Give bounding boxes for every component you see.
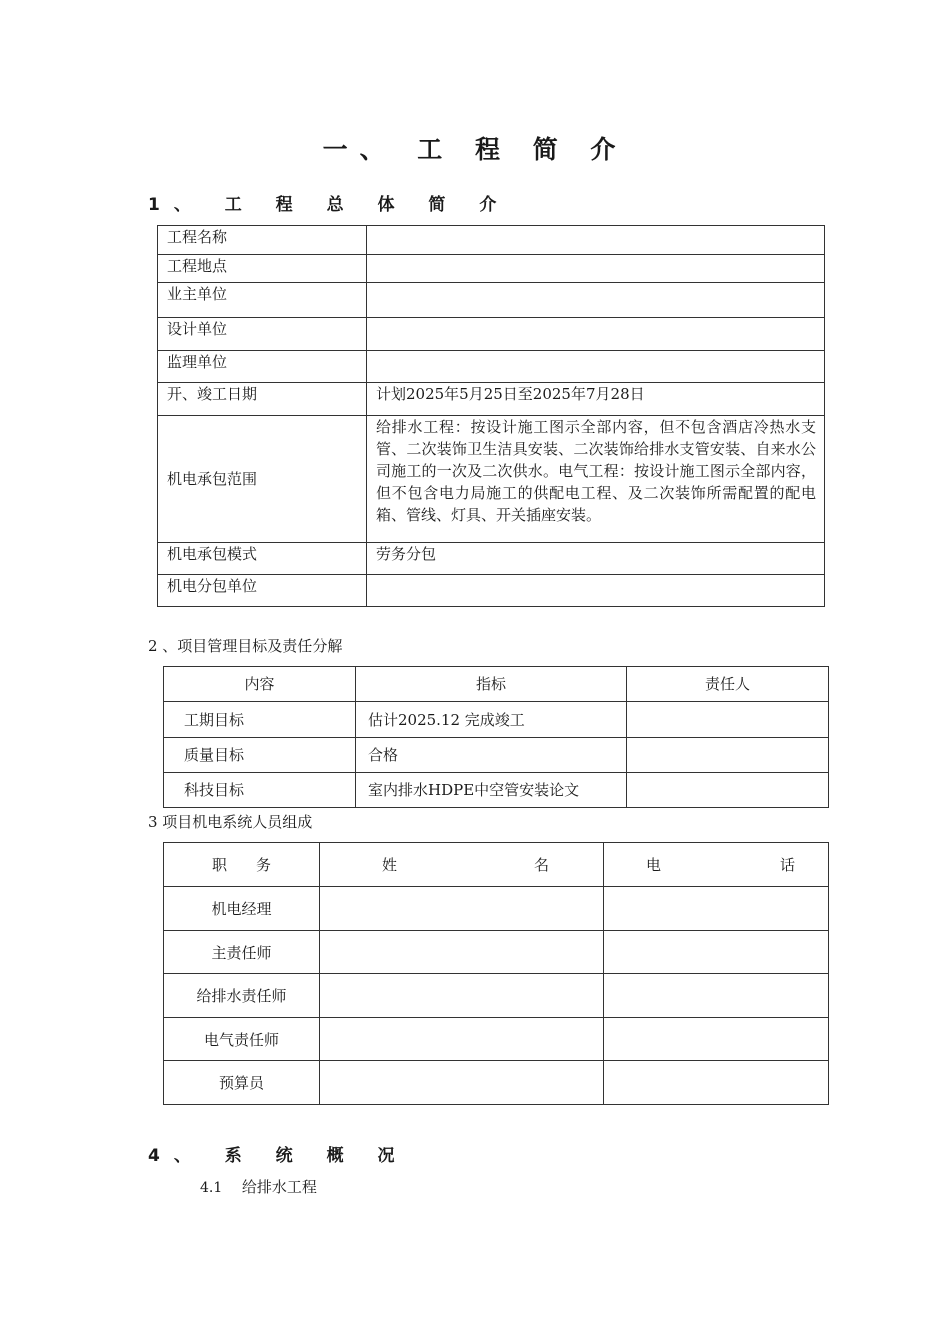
goal-owner xyxy=(627,702,829,738)
goal-content: 工期目标 xyxy=(164,702,356,738)
owner-unit-value xyxy=(367,283,825,318)
project-name-value xyxy=(367,226,825,255)
section1-heading: 1、 工 程 总 体 简 介 xyxy=(148,195,511,215)
management-goals-table xyxy=(163,666,829,808)
staff-table xyxy=(163,842,829,1105)
table-row xyxy=(164,738,829,773)
table-row xyxy=(164,702,829,738)
header-name-char: 名 xyxy=(533,856,549,874)
owner-unit-label: 业主单位 xyxy=(158,283,367,318)
table-row xyxy=(164,773,829,808)
table-row xyxy=(164,1018,829,1061)
goal-target: 估计2025.12 完成竣工 xyxy=(356,702,627,738)
table-row xyxy=(158,383,825,416)
goal-content: 科技目标 xyxy=(164,773,356,808)
header-phone xyxy=(604,843,829,887)
staff-name xyxy=(320,1061,604,1105)
staff-phone xyxy=(604,1018,829,1061)
staff-name xyxy=(320,887,604,931)
design-unit-value xyxy=(367,318,825,351)
header-name-char: 姓 xyxy=(382,856,398,874)
table-row xyxy=(158,255,825,283)
table-row xyxy=(158,543,825,575)
supervision-unit-value xyxy=(367,351,825,383)
design-unit-label: 设计单位 xyxy=(158,318,367,351)
table-row xyxy=(158,575,825,607)
header-role xyxy=(164,843,320,887)
staff-name xyxy=(320,1018,604,1061)
table-row xyxy=(164,887,829,931)
section4-heading: 4、 系 统 概 况 xyxy=(148,1146,409,1166)
staff-role: 主责任师 xyxy=(164,931,320,974)
contract-mode-label: 机电承包模式 xyxy=(158,543,367,575)
goal-owner xyxy=(627,773,829,808)
staff-phone xyxy=(604,1061,829,1105)
project-location-label: 工程地点 xyxy=(158,255,367,283)
contract-mode-value: 劳务分包 xyxy=(367,543,825,575)
section3-heading: 3 项目机电系统人员组成 xyxy=(148,813,313,831)
contract-scope-label: 机电承包范围 xyxy=(158,416,367,543)
header-role-char: 务 xyxy=(255,856,271,874)
staff-phone xyxy=(604,974,829,1018)
table-row xyxy=(158,416,825,543)
staff-role: 预算员 xyxy=(164,1061,320,1105)
staff-name xyxy=(320,931,604,974)
schedule-label: 开、竣工日期 xyxy=(158,383,367,416)
table-row xyxy=(158,318,825,351)
staff-role: 给排水责任师 xyxy=(164,974,320,1018)
table-row xyxy=(158,226,825,255)
subcontractor-label: 机电分包单位 xyxy=(158,575,367,607)
goal-content: 质量目标 xyxy=(164,738,356,773)
page-title: 一、 工 程 简 介 xyxy=(322,135,628,164)
header-owner: 责任人 xyxy=(627,667,829,702)
header-phone-char: 话 xyxy=(779,856,795,874)
header-phone-char: 电 xyxy=(646,856,662,874)
table-row xyxy=(158,283,825,318)
project-location-value xyxy=(367,255,825,283)
goal-owner xyxy=(627,738,829,773)
staff-phone xyxy=(604,887,829,931)
table-row xyxy=(164,974,829,1018)
subcontractor-value xyxy=(367,575,825,607)
table-header-row xyxy=(164,667,829,702)
subsection-number: 4.1 xyxy=(200,1180,223,1196)
project-overview-table xyxy=(157,225,825,607)
staff-phone xyxy=(604,931,829,974)
table-row xyxy=(164,1061,829,1105)
header-content: 内容 xyxy=(164,667,356,702)
table-row xyxy=(158,351,825,383)
staff-role: 电气责任师 xyxy=(164,1018,320,1061)
staff-role: 机电经理 xyxy=(164,887,320,931)
project-name-label: 工程名称 xyxy=(158,226,367,255)
supervision-unit-label: 监理单位 xyxy=(158,351,367,383)
goal-target: 合格 xyxy=(356,738,627,773)
header-name xyxy=(320,843,604,887)
staff-name xyxy=(320,974,604,1018)
subsection-4-1 xyxy=(200,1176,317,1197)
contract-scope-value: 给排水工程：按设计施工图示全部内容，但不包含酒店冷热水支管、二次装饰卫生洁具安装、二次装饰给排水支管安装、自来水公司施工的一次及二次供水。电气工程：按设计施工图示全部内容，但不包含电力局施工的供配电工程、及二次装饰所需配置的配电箱、管线、灯具、开关插座安装。 xyxy=(367,416,825,543)
goal-target: 室内排水HDPE中空管安装论文 xyxy=(356,773,627,808)
schedule-value: 计划2025年5月25日至2025年7月28日 xyxy=(367,383,825,416)
header-role-char: 职 xyxy=(212,856,228,874)
section2-heading: 2 、项目管理目标及责任分解 xyxy=(148,637,343,655)
table-row xyxy=(164,931,829,974)
header-target: 指标 xyxy=(356,667,627,702)
subsection-title: 给排水工程 xyxy=(241,1178,317,1196)
table-header-row xyxy=(164,843,829,887)
